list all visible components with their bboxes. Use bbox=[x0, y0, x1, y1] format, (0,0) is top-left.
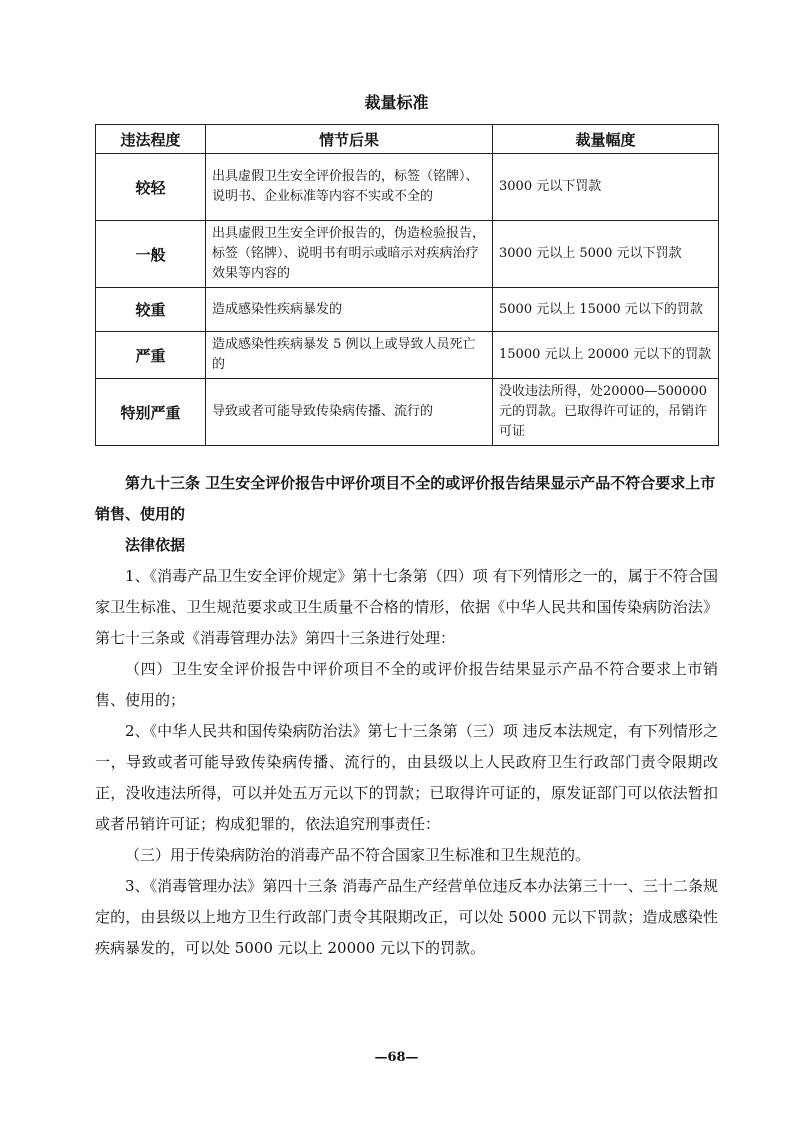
paragraph: （三）用于传染病防治的消毒产品不符合国家卫生标准和卫生规范的。 bbox=[125, 846, 591, 864]
article-section bbox=[95, 468, 718, 964]
table-header-row bbox=[96, 125, 719, 154]
table-row bbox=[96, 288, 719, 332]
paragraph: 3、《消毒管理办法》第四十三条 消毒产品生产经营单位违反本办法第三十一、三十二条规定的，由县级以上地方卫生行政部门责令其限期改正，可以处 5000 元以下罚款；造成感染性疾病暴发的，可以处 5000 元以上 20000 元以下的罚款。 bbox=[95, 877, 718, 957]
legal-basis-heading: 法律依据 bbox=[125, 536, 186, 554]
discretion-standard-table bbox=[95, 124, 719, 446]
row-level: 一般 bbox=[96, 221, 206, 288]
row-penalty-range: 15000 元以上 20000 元以下的罚款 bbox=[493, 332, 719, 379]
article-title: 第九十三条 卫生安全评价报告中评价项目不全的或评价报告结果显示产品不符合要求上市销售、使用的 bbox=[95, 474, 716, 523]
paragraph: 2、《中华人民共和国传染病防治法》第七十三条第（三）项 违反本法规定，有下列情形之一，导致或者可能导致传染病传播、流行的，由县级以上人民政府卫生行政部门责令限期改正，没收违法所得，可以并处五万元以下的罚款；已取得许可证的，原发证部门可以依法暂扣或者吊销许可证；构成犯罪的，依法追究刑事责任： bbox=[95, 722, 718, 833]
row-consequence: 出具虚假卫生安全评价报告的，伪造检验报告，标签（铭牌）、说明书有明示或暗示对疾病治疗效果等内容的 bbox=[206, 221, 493, 288]
table-title: 裁量标准 bbox=[364, 93, 429, 112]
row-consequence: 造成感染性疾病暴发的 bbox=[206, 288, 493, 332]
header-consequence: 情节后果 bbox=[206, 125, 493, 154]
row-level: 严重 bbox=[96, 332, 206, 379]
paragraph: （四）卫生安全评价报告中评价项目不全的或评价报告结果显示产品不符合要求上市销售、使用的； bbox=[95, 660, 718, 709]
table-row bbox=[96, 332, 719, 379]
paragraph: 1、《消毒产品卫生安全评价规定》第十七条第（四）项 有下列情形之一的，属于不符合国家卫生标准、卫生规范要求或卫生质量不合格的情形，依据《中华人民共和国传染病防治法》第七十三条或《消毒管理办法》第四十三条进行处理： bbox=[95, 567, 718, 647]
row-level: 较重 bbox=[96, 288, 206, 332]
header-penalty-range: 裁量幅度 bbox=[493, 125, 719, 154]
row-level: 较轻 bbox=[96, 154, 206, 221]
page-number: —68— bbox=[374, 1050, 419, 1065]
table-row bbox=[96, 221, 719, 288]
row-consequence: 导致或者可能导致传染病传播、流行的 bbox=[206, 379, 493, 446]
row-consequence: 出具虚假卫生安全评价报告的，标签（铭牌）、说明书、企业标准等内容不实或不全的 bbox=[206, 154, 493, 221]
header-violation-level: 违法程度 bbox=[96, 125, 206, 154]
row-penalty-range: 3000 元以下罚款 bbox=[493, 154, 719, 221]
row-penalty-range: 没收违法所得，处20000—500000元的罚款。已取得许可证的，吊销许可证 bbox=[493, 379, 719, 446]
row-consequence: 造成感染性疾病暴发 5 例以上或导致人员死亡的 bbox=[206, 332, 493, 379]
table-row bbox=[96, 379, 719, 446]
row-level: 特别严重 bbox=[96, 379, 206, 446]
table-row bbox=[96, 154, 719, 221]
row-penalty-range: 3000 元以上 5000 元以下罚款 bbox=[493, 221, 719, 288]
row-penalty-range: 5000 元以上 15000 元以下的罚款 bbox=[493, 288, 719, 332]
